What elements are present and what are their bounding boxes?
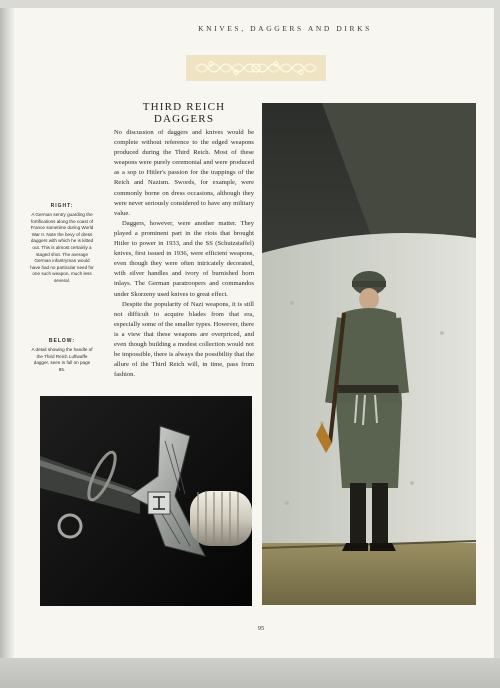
section-title-line-1: THIRD REICH	[142, 101, 226, 113]
decorative-ornament-banner	[186, 55, 326, 81]
german-sentry-photo	[262, 103, 476, 605]
section-title	[114, 101, 254, 125]
section-title-line-2: DAGGERS	[153, 113, 215, 125]
caption-right	[30, 203, 94, 285]
sentry-illustration	[262, 103, 476, 605]
caption-right-text: A German sentry guarding the fortifications along the coast of France sometime during World War II. Note the bevy of dress daggers with which he is kitted out. This is almost certainly a staged shot. The average German infantryman would have had no particular need for one such weapon, much less several.	[30, 212, 94, 283]
caption-below	[30, 338, 94, 373]
dagger-illustration	[40, 396, 252, 606]
ornament-flourish-icon	[191, 58, 321, 78]
article-body	[114, 128, 254, 380]
body-paragraph: No discussion of daggers and knives would be complete without reference to the edged weapons produced during the Third Reich. Most of these weapons were purely ceremonial and were produced as a sop to Hitler's passion for the trappings of the Reich and Nazism. Swords, for example, were commonly borne on dress occasions, although they were never seriously considered to have any military value.	[114, 129, 254, 217]
caption-below-text: A detail showing the handle of the Third Reich Luftwaffe dagger, seen in full on page 85.	[31, 347, 93, 372]
caption-below-label: BELOW:	[48, 338, 76, 344]
dagger-handle-photo	[40, 396, 252, 606]
page-number: 95	[257, 625, 265, 632]
body-paragraph: Daggers, however, were another matter. They played a prominent part in the riots that brought Hitler to power in 1933, and the SS (Schutzstaffel) knives, first issued in 1936, were efficient weapons, even though they were often intricately decorated, with silver handles and ivory of burnished horn inlays. The German paratroopers and commandos under Skorzeny used knives to great effect.	[114, 219, 254, 298]
running-head: KNIVES, DAGGERS AND DIRKS	[198, 24, 372, 33]
caption-right-label: RIGHT:	[50, 203, 74, 209]
scan-bottom-edge	[0, 658, 500, 688]
body-paragraph: Despite the popularity of Nazi weapons, it is still not difficult to acquire blades from that era, especially some of the smaller types. However, there is a view that these weapons are overpriced, and even though building a modest collection would not be impossible, there is always the possibility that the allure of the Third Reich will, in time, pass from fashion.	[114, 300, 254, 379]
